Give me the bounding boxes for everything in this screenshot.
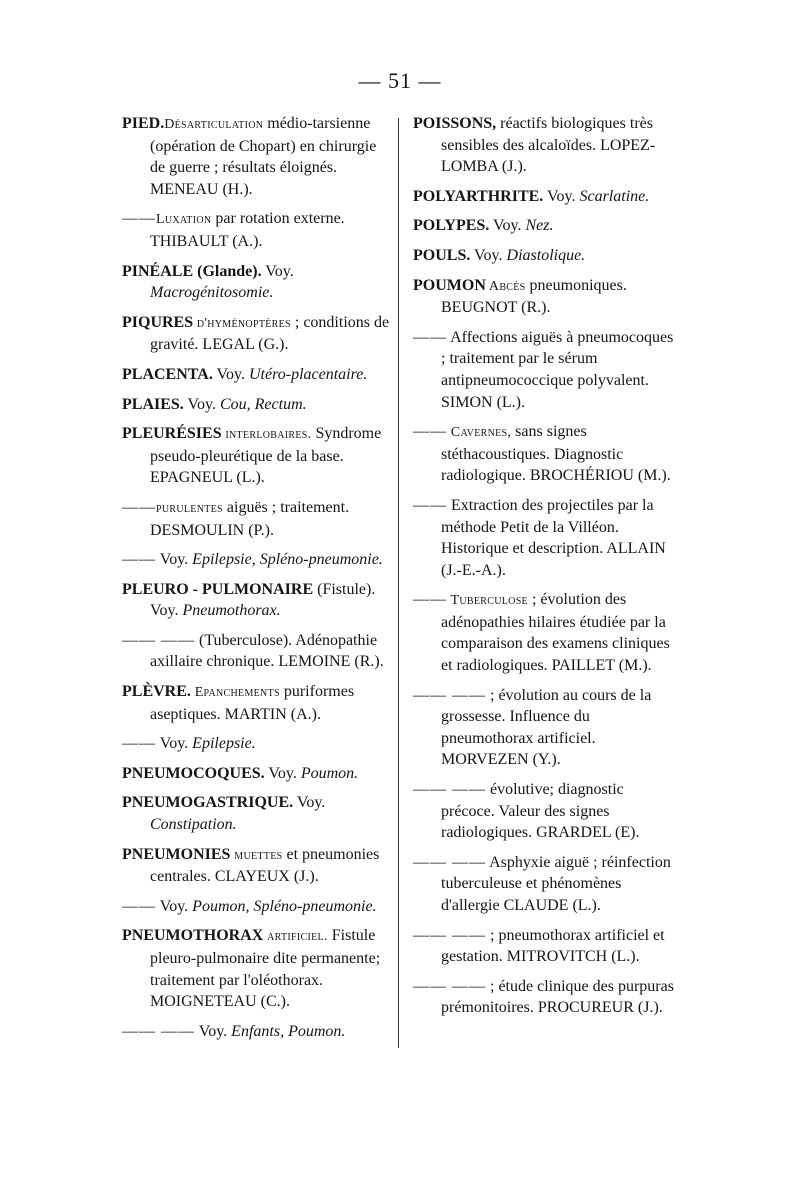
- entry-subheading: Epanchements: [190, 685, 280, 701]
- entry-text: ; pneumothorax artificiel et gestation. MITROVITCH (L.).: [441, 926, 665, 966]
- entry-reference: Pneumothorax.: [182, 602, 281, 620]
- entry-subheading: Cavernes,: [447, 425, 512, 441]
- index-entry: [413, 852, 681, 917]
- index-entry: [122, 113, 392, 200]
- entry-reference: Constipation.: [150, 816, 237, 834]
- entry-heading: PNEUMOCOQUES.: [122, 764, 265, 782]
- index-entry: [122, 549, 392, 571]
- entry-heading: POLYARTHRITE.: [413, 187, 544, 205]
- entry-heading: PLAIES.: [122, 395, 184, 413]
- entry-subheading: Tuberculose: [447, 593, 528, 609]
- entry-subheading: interlobaires.: [221, 427, 312, 443]
- entry-text: Extraction des projectiles par la méthode Petit de la Villéon. Historique et description. ALLAIN (J.-E.-A.).: [441, 496, 666, 579]
- entry-heading: POLYPES.: [413, 217, 490, 235]
- entry-dash: ——: [413, 328, 447, 346]
- index-entry: [122, 763, 392, 785]
- index-entry: [122, 497, 392, 541]
- entry-text: Voy.: [293, 794, 326, 812]
- entry-text: Voy.: [212, 365, 249, 383]
- entry-text: Syndrome pseudo-pleurétique de la base. EPAGNEUL (L.).: [150, 425, 382, 487]
- entry-text: Voy.: [156, 551, 193, 569]
- entry-dash: ——: [122, 735, 156, 753]
- entry-heading: PLACENTA.: [122, 365, 213, 383]
- entry-reference: Scarlatine.: [579, 187, 650, 205]
- entry-reference: Poumon.: [300, 764, 359, 782]
- entry-reference: Enfants, Poumon.: [231, 1022, 346, 1040]
- entry-text: Voy.: [489, 217, 526, 235]
- entry-heading: PINÉALE (Glande).: [122, 262, 262, 280]
- entry-subheading: Abcès: [485, 278, 526, 294]
- entry-heading: PNEUMOGASTRIQUE.: [122, 794, 294, 812]
- entry-heading: POISSONS,: [413, 115, 497, 132]
- index-entry: [413, 685, 681, 771]
- entry-dash: ——: [122, 498, 156, 516]
- entry-dash: —— ——: [413, 977, 486, 995]
- index-entry: [413, 186, 681, 208]
- entry-dash: —— ——: [122, 1022, 195, 1040]
- entry-text: ; conditions de gravité. LEGAL (G.).: [150, 313, 390, 354]
- entry-subheading: purulentes: [156, 500, 223, 516]
- entry-heading: POULS.: [413, 246, 471, 264]
- entry-subheading: Luxation: [156, 212, 212, 228]
- entry-text: Asphyxie aiguë ; réinfection tuberculeuse et phénomènes d'allergie CLAUDE (L.).: [441, 853, 671, 914]
- entry-dash: —— ——: [413, 926, 486, 944]
- entry-text: évolutive; diagnostic précoce. Valeur des signes radiologiques. GRARDEL (E).: [441, 781, 640, 842]
- entry-text: ; évolution au cours de la grossesse. Influence du pneumothorax artificiel. MORVEZEN (Y.).: [441, 686, 652, 769]
- entry-heading: PLÈVRE.: [122, 683, 191, 701]
- entry-subheading: artificiel.: [263, 929, 328, 945]
- entry-text: ; évolution des adénopathies hilaires étudiée par la comparaison des examens cliniques et radiologiques. PAILLET (M.).: [441, 591, 670, 675]
- entry-text: (Tuberculose). Adénopathie axillaire chronique. LEMOINE (R.).: [150, 631, 384, 671]
- right-column: [413, 113, 681, 1027]
- entry-text: pneumoniques. BEUGNOT (R.).: [441, 276, 627, 317]
- entry-reference: Epilepsie.: [192, 735, 256, 753]
- entry-heading: PIED.: [122, 115, 165, 132]
- entry-text: (Fistule). Voy.: [150, 580, 376, 620]
- entry-reference: Epilepsie, Spléno-pneumonie.: [192, 551, 383, 569]
- entry-text: aiguës ; traitement. DESMOULIN (P.).: [150, 498, 350, 539]
- index-entry: [122, 844, 392, 888]
- entry-text: Voy.: [470, 246, 507, 264]
- index-entry: [122, 792, 392, 835]
- index-entry: [413, 327, 681, 413]
- entry-dash: ——: [413, 423, 447, 441]
- entry-text: sans signes stéthacoustiques. Diagnostic radiologique. BROCHÉRIOU (M.).: [441, 423, 671, 485]
- index-entry: [122, 925, 392, 1012]
- index-entry: [122, 312, 392, 356]
- index-entry: [122, 364, 392, 386]
- index-entry: [122, 681, 392, 725]
- index-entry: [122, 394, 392, 416]
- entry-text: puriformes aseptiques. MARTIN (A.).: [150, 683, 355, 723]
- entry-text: Voy.: [156, 735, 193, 753]
- entry-text: Voy.: [156, 897, 193, 915]
- index-entry: [122, 896, 392, 918]
- entry-heading: PNEUMONIES: [122, 845, 231, 863]
- entry-reference: Cou, Rectum.: [219, 395, 307, 413]
- entry-dash: —— ——: [413, 781, 486, 799]
- entry-reference: Macrogénitosomie.: [150, 284, 274, 302]
- entry-dash: ——: [413, 591, 447, 609]
- entry-reference: Utéro-placentaire.: [249, 365, 368, 383]
- entry-heading: PIQURES: [122, 313, 194, 331]
- entry-heading: POUMON: [413, 276, 486, 294]
- entry-text: Voy.: [183, 395, 220, 413]
- index-entry: [122, 1021, 392, 1043]
- entry-heading: PLEURÉSIES: [122, 425, 222, 443]
- index-entry: [122, 630, 392, 673]
- entry-text: par rotation externe. THIBAULT (A.).: [150, 210, 345, 250]
- index-entry: [122, 579, 392, 622]
- index-entry: [413, 421, 681, 487]
- entry-text: et pneumonies centrales. CLAYEUX (J.).: [150, 845, 380, 886]
- index-entry: [413, 779, 681, 844]
- entry-dash: ——: [122, 897, 156, 915]
- index-entry: [413, 275, 681, 319]
- index-entry: [413, 976, 681, 1019]
- entry-subheading: d'hyménoptères: [193, 315, 291, 331]
- index-entry: [413, 925, 681, 968]
- index-entry: [122, 261, 392, 304]
- entry-dash: —— ——: [413, 853, 486, 871]
- index-entry: [122, 733, 392, 755]
- entry-dash: —— ——: [413, 686, 486, 704]
- index-entry: [413, 245, 681, 267]
- entry-subheading: muettes: [230, 847, 283, 863]
- index-entry: [413, 495, 681, 581]
- entry-text: Voy.: [264, 764, 301, 782]
- index-entry: [413, 589, 681, 676]
- entry-subheading: Désarticulation: [164, 117, 264, 132]
- column-divider: [398, 118, 399, 1048]
- entry-text: Voy.: [543, 187, 580, 205]
- entry-dash: —— ——: [122, 631, 195, 649]
- entry-heading: PLEURO - PULMONAIRE: [122, 580, 314, 598]
- entry-text: Affections aiguës à pneumocoques ; traitement par le sérum antipneumococcique polyvalent. SIMON (L.).: [441, 328, 674, 411]
- entry-dash: ——: [122, 551, 156, 569]
- entry-dash: ——: [413, 496, 447, 514]
- entry-text: réactifs biologiques très sensibles des alcaloïdes. LOPEZ-LOMBA (J.).: [441, 115, 656, 176]
- index-entry: [122, 208, 392, 252]
- entry-dash: ——: [122, 210, 156, 228]
- entry-text: ; étude clinique des purpuras prémonitoires. PROCUREUR (J.).: [441, 977, 674, 1017]
- entry-text: Fistule pleuro-pulmonaire dite permanente; traitement par l'oléothorax. MOIGNETEAU (C.).: [150, 927, 381, 1011]
- index-entry: [413, 113, 681, 178]
- entry-reference: Diastolique.: [506, 246, 586, 264]
- index-entry: [413, 215, 681, 237]
- entry-text: Voy.: [261, 262, 294, 280]
- index-entry: [122, 423, 392, 489]
- entry-reference: Poumon, Spléno-pneumonie.: [192, 897, 377, 915]
- entry-text: médio-tarsienne (opération de Chopart) en chirurgie de guerre ; résultats éloignés. MENEAU (H.).: [150, 115, 377, 198]
- entry-text: Voy.: [195, 1022, 232, 1040]
- entry-reference: Nez.: [525, 217, 554, 235]
- entry-heading: PNEUMOTHORAX: [122, 927, 264, 945]
- page-number: — 51 —: [358, 68, 442, 93]
- left-column: [122, 113, 392, 1050]
